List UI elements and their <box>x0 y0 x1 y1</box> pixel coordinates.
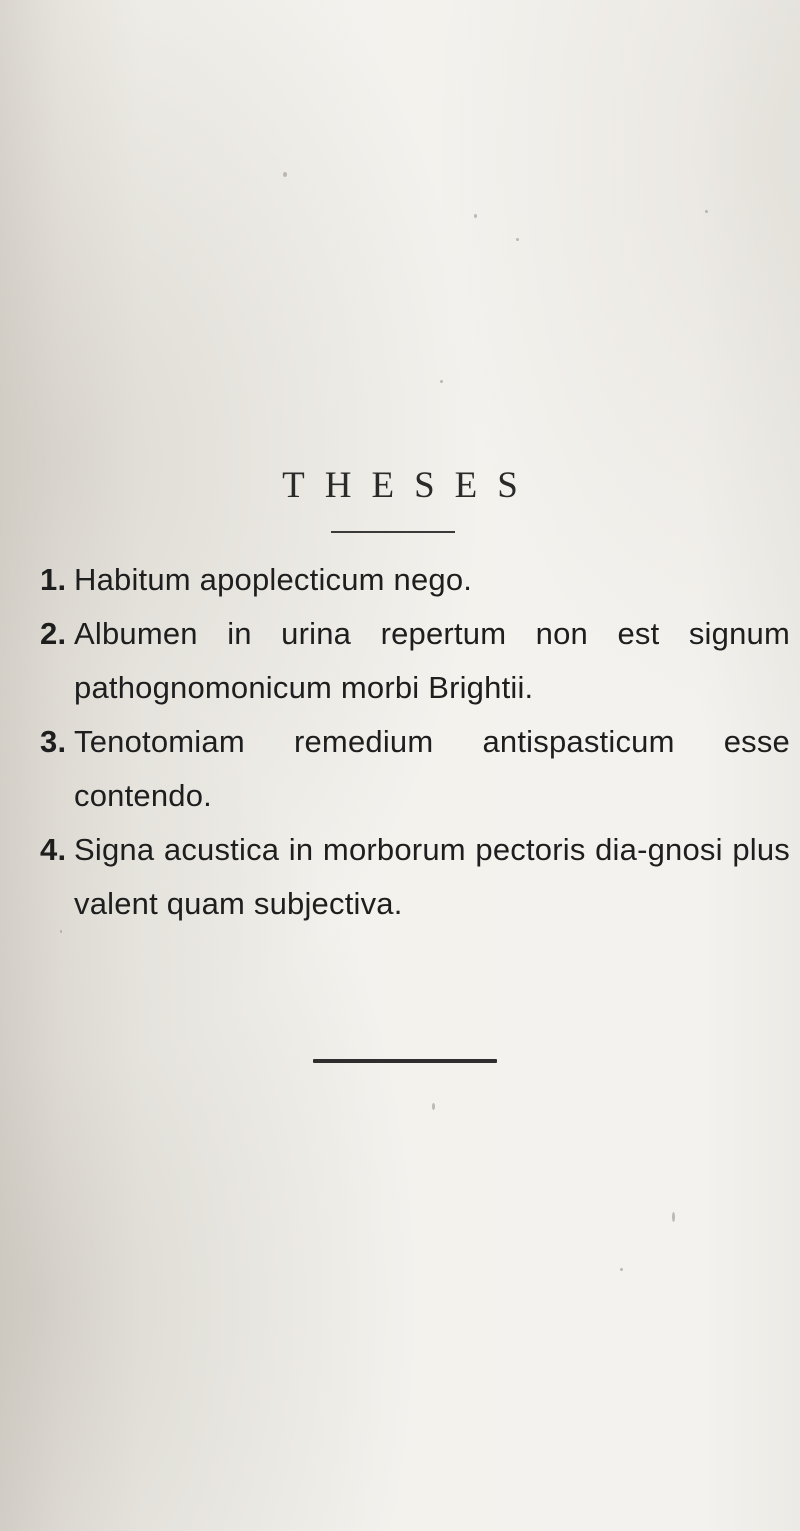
title-divider <box>331 531 455 533</box>
paper-speck <box>432 1103 435 1110</box>
paper-speck <box>705 210 708 213</box>
thesis-text: Habitum apoplecticum nego. <box>74 562 473 597</box>
paper-speck <box>620 1268 623 1271</box>
end-divider <box>313 1059 497 1063</box>
thesis-text: Tenotomiam remedium antispasticum esse contendo. <box>74 724 790 813</box>
theses-list <box>40 553 790 931</box>
paper-speck <box>283 172 287 177</box>
paper-speck <box>516 238 519 241</box>
thesis-item <box>40 553 790 607</box>
page-title: THESES <box>282 465 538 506</box>
thesis-item <box>40 823 790 931</box>
thesis-item <box>40 715 790 823</box>
thesis-text: Signa acustica in morborum pectoris dia-gnosi plus valent quam subjectiva. <box>74 832 790 921</box>
thesis-number: 1. <box>40 562 67 597</box>
thesis-number: 3. <box>40 724 67 759</box>
thesis-number: 2. <box>40 616 67 651</box>
thesis-text: Albumen in urina repertum non est signum pathognomonicum morbi Brightii. <box>74 616 790 705</box>
thesis-item <box>40 607 790 715</box>
paper-speck <box>672 1212 675 1222</box>
thesis-number: 4. <box>40 832 67 867</box>
paper-speck <box>440 380 443 383</box>
paper-speck <box>474 214 477 218</box>
